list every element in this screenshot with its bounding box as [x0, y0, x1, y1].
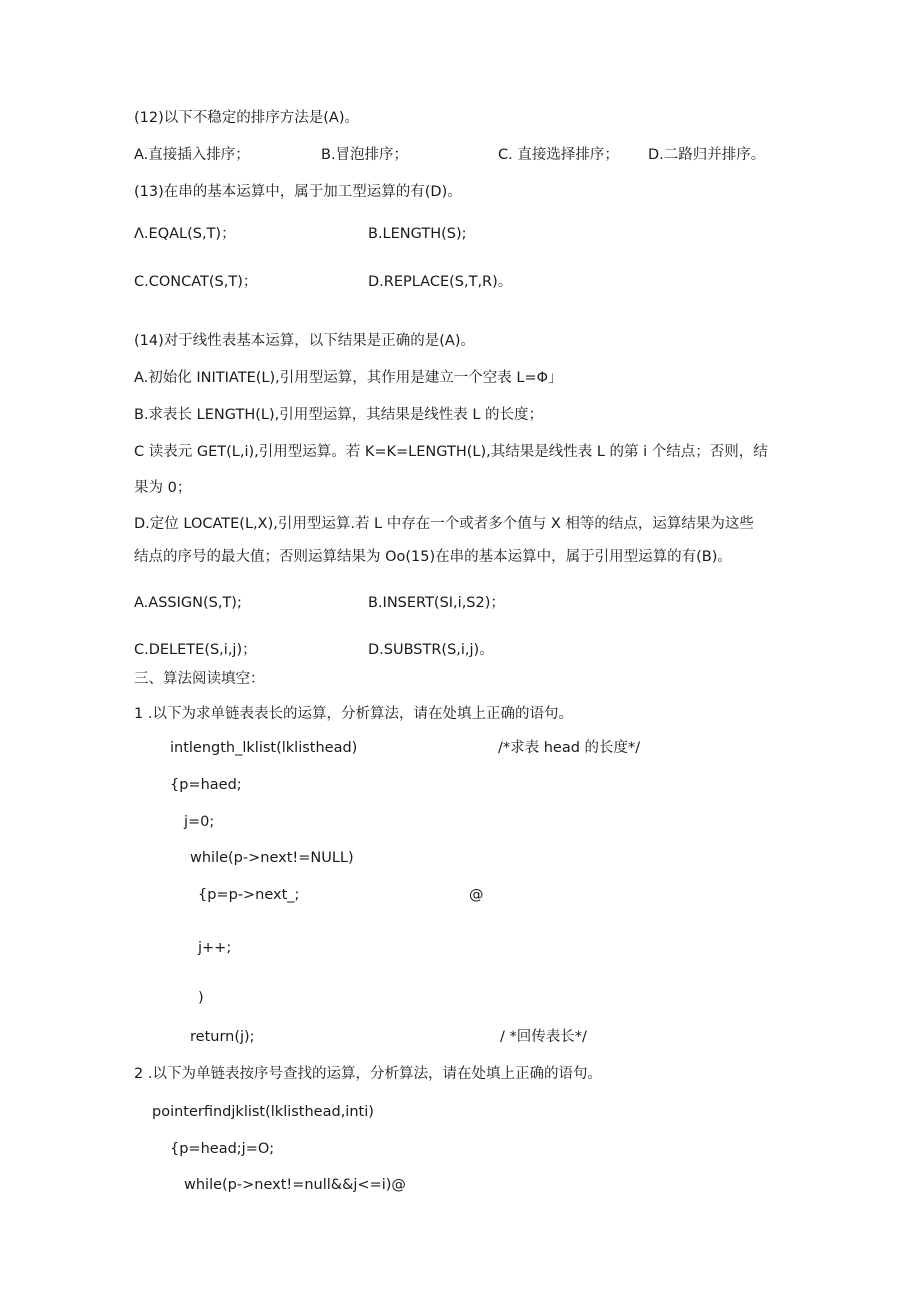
item1-code-line: j++;	[198, 940, 232, 956]
item2-intro: 2 .以下为单链表按序号查找的运算，分析算法，请在处填上正确的语句。	[134, 1066, 602, 1082]
item1-code-line: {p=p->next_;	[198, 887, 300, 903]
item1-comment-return: / *回传表长*/	[500, 1029, 587, 1045]
item1-code-line: return(j);	[190, 1029, 255, 1045]
q14-stem: (14)对于线性表基本运算，以下结果是正确的是(A)。	[134, 333, 475, 349]
item1-code-line: {p=haed;	[170, 777, 242, 793]
item1-code-line: )	[198, 990, 204, 1006]
q14-option-c-line2: 果为 0；	[134, 480, 192, 496]
item2-code-line: pointerfindjklist(lklisthead,inti)	[152, 1104, 374, 1120]
q14-option-a: A.初始化 INITIATE(L),引用型运算，其作用是建立一个空表 L=Φ」	[134, 370, 563, 386]
q15-option-c: C.DELETE(S,i,j)；	[134, 642, 257, 658]
q14-option-d-line2: 结点的序号的最大值；否则运算结果为 Oo(15)在串的基本运算中，属于引用型运算的有(B)。	[134, 549, 732, 565]
q15-option-a: A.ASSIGN(S,T);	[134, 595, 242, 611]
q12-option-c: C. 直接选择排序；	[498, 147, 619, 163]
item1-blank-marker: @	[469, 887, 484, 903]
q12-option-b: B.冒泡排序；	[321, 147, 409, 163]
item1-comment-length: /*求表 head 的长度*/	[498, 740, 641, 756]
q13-option-a: Λ.EQAL(S,T)；	[134, 226, 236, 242]
q12-option-d: D.二路归并排序。	[648, 147, 766, 163]
q13-option-d: D.REPLACE(S,T,R)。	[368, 274, 513, 290]
q13-option-b: B.LENGTH(S);	[368, 226, 467, 242]
item2-code-line: {p=head;j=O;	[170, 1141, 275, 1157]
q14-option-c-line1: C 读表元 GET(L,i),引用型运算。若 K=K=LENGTH(L),其结果是线性表 L 的第 i 个结点；否则，结	[134, 444, 768, 460]
q14-option-b: B.求表长 LENGTH(L),引用型运算，其结果是线性表 L 的长度；	[134, 407, 544, 423]
item2-code-line: while(p->next!=null&&j<=i)@	[184, 1177, 406, 1193]
q15-option-d: D.SUBSTR(S,i,j)。	[368, 642, 494, 658]
q12-stem: (12)以下不稳定的排序方法是(A)。	[134, 110, 359, 126]
item1-code-line: while(p->next!=NULL)	[190, 850, 354, 866]
item1-code-line: intlength_lklist(lklisthead)	[170, 740, 358, 756]
q12-option-a: A.直接插入排序；	[134, 147, 250, 163]
q14-option-d-line1: D.定位 LOCATE(L,X),引用型运算.若 L 中存在一个或者多个值与 X 相等的结点，运算结果为这些	[134, 516, 754, 532]
section3-heading: 三、算法阅读填空：	[134, 671, 265, 687]
item1-intro: 1 .以下为求单链表表长的运算，分析算法，请在处填上正确的语句。	[134, 706, 573, 722]
q15-option-b: B.INSERT(SI,i,S2)；	[368, 595, 505, 611]
q13-stem: (13)在串的基本运算中，属于加工型运算的有(D)。	[134, 184, 462, 200]
q13-option-c: C.CONCAT(S,T)；	[134, 274, 258, 290]
item1-code-line: j=0;	[184, 814, 215, 830]
